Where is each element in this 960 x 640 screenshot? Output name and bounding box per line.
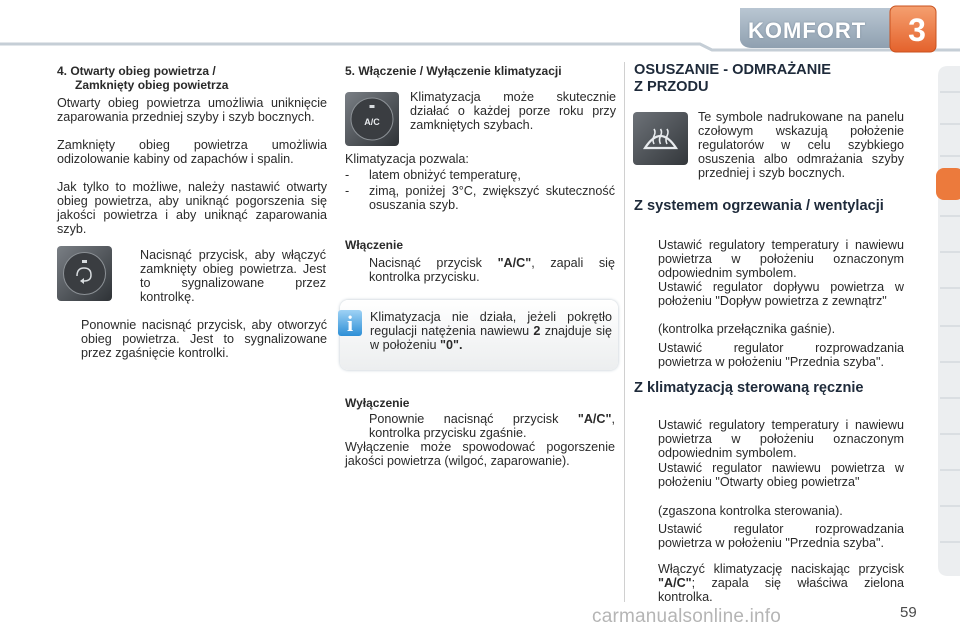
heading-switch-off: Wyłączenie (345, 396, 410, 410)
chapter-number: 3 (908, 12, 926, 48)
para-ac-allows: Klimatyzacja pozwala: (345, 152, 469, 166)
bullet-switch-on: Nacisnąć przycisk "A/C", zapali się kontrolka przycisku. (369, 256, 615, 284)
bullet-heating-distribution: Ustawić regulator rozprowadzania powietrza w położeniu "Przednia szyba". (658, 341, 904, 369)
watermark: carmanualsonline.info (592, 606, 782, 627)
page-number: 59 (900, 604, 917, 621)
bullet-ac-temperature: Ustawić regulatory temperatury i nawiewu powietrza w położeniu oznaczonym odpowiednim symbolem. (658, 418, 904, 460)
heading-heating-system: Z systemem ogrzewania / wentylacji (634, 198, 884, 214)
bullet-ac-distribution: Ustawić regulator rozprowadzania powietrza w położeniu "Przednia szyba". (658, 522, 904, 550)
defog-defrost-title: OSUSZANIE - ODMRAŻANIE Z PRZODU (634, 62, 832, 95)
ac-button-icon (345, 92, 399, 146)
section-5-heading: 5. Włączenie / Wyłączenie klimatyzacji (345, 64, 562, 78)
chapter-title: KOMFORT (748, 18, 867, 43)
info-icon (338, 310, 362, 336)
para-open-circulation: Otwarty obieg powietrza umożliwia uniknięcie zaparowania przedniej szyby i szyb bocznych. (57, 96, 327, 124)
bullet-close-circulation: Nacisnąć przycisk, aby włączyć zamknięty obieg powietrza. Jest to sygnalizowane przez kontrolkę. (140, 248, 326, 304)
bullet-ac-switch-on: Włączyć klimatyzację naciskając przycisk "A/C"; zapala się właściwa zielona kontrolka. (658, 562, 904, 604)
bullet-heating-air-intake: Ustawić regulator dopływu powietrza w położeniu "Dopływ powietrza z zewnątrz" (658, 280, 904, 308)
note-heating-lamp: (kontrolka przełącznika gaśnie). (658, 322, 836, 336)
heading-manual-ac: Z klimatyzacją sterowaną ręcznie (634, 380, 864, 396)
windshield-defrost-icon (633, 112, 688, 165)
para-symbols-intro: Te symbole nadrukowane na panelu czołowym wskazują położenie regulatorów w celu szybkiego osuszenia albo odmrażania szyby przedniej i szyb bocznych. (698, 110, 904, 180)
bullet-switch-off: Ponownie nacisnąć przycisk "A/C", kontrolka przycisku zgaśnie. (369, 412, 615, 440)
bullet-heating-temperature: Ustawić regulatory temperatury i nawiewu powietrza w położeniu oznaczonym odpowiednim symbolem. (658, 238, 904, 280)
para-recommendation: Jak tylko to możliwe, należy nastawić otwarty obieg powietrza, aby uniknąć pogorszenia się jakości powietrza i aby uniknąć zaparowania szyb. (57, 180, 327, 236)
list-item-winter: - zimą, poniżej 3°C, zwiększyć skuteczność osuszania szyb. (345, 184, 615, 212)
para-closed-circulation: Zamknięty obieg powietrza umożliwia odizolowanie kabiny od zapachów i spalin. (57, 138, 327, 166)
recirculation-button-icon (57, 246, 112, 301)
heading-switch-on: Włączenie (345, 238, 404, 252)
list-item-summer: - latem obniżyć temperaturę, (345, 168, 521, 182)
column-divider (624, 62, 625, 602)
chapter-tabs (928, 66, 960, 576)
info-note-box (340, 300, 618, 370)
active-chapter-tab[interactable] (936, 168, 960, 200)
para-switch-off-note: Wyłączenie może spowodować pogorszenie jakości powietrza (wilgoć, zaparowanie). (345, 440, 615, 468)
note-ac-lamp: (zgaszona kontrolka sterowania). (658, 504, 843, 518)
svg-text:i: i (346, 311, 354, 336)
ac-button-label: A/C (364, 117, 380, 127)
section-4-heading: 4. Otwarty obieg powietrza / Zamknięty obieg powietrza (57, 64, 229, 92)
para-ac-intro: Klimatyzacja może skutecznie działać o każdej porze roku przy zamkniętych szybach. (410, 90, 616, 132)
bullet-open-circulation: Ponownie nacisnąć przycisk, aby otworzyć obieg powietrza. Jest to sygnalizowane przez zgaśnięcie kontrolki. (81, 318, 327, 360)
bullet-ac-air-intake: Ustawić regulator nawiewu powietrza w położeniu "Otwarty obieg powietrza" (658, 461, 904, 489)
info-note-text: Klimatyzacja nie działa, jeżeli pokrętło regulacji natężenia nawiewu 2 znajduje się w położeniu "0". (370, 310, 612, 352)
